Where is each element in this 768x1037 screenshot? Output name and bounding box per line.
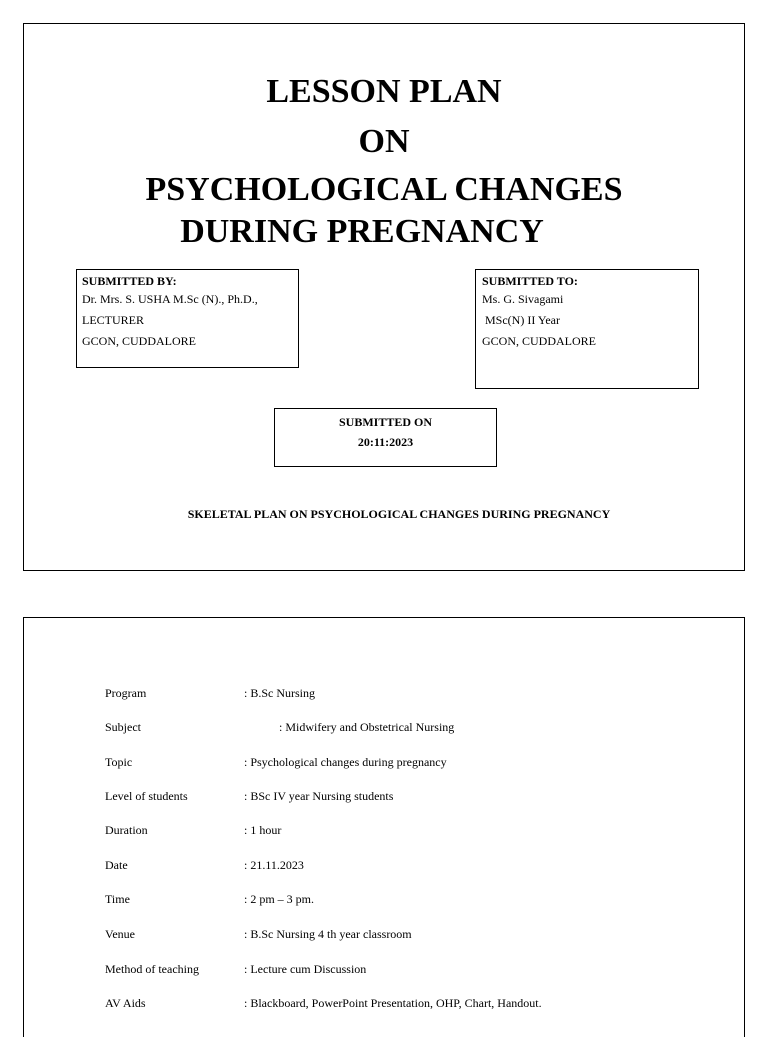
detail-row-duration — [105, 821, 705, 839]
detail-label: Level of students — [105, 789, 188, 803]
detail-label: Time — [105, 892, 130, 906]
title-line-4: DURING PREGNANCY — [180, 213, 544, 250]
submitted-to-box — [475, 269, 699, 389]
detail-value: : Psychological changes during pregnancy — [244, 755, 447, 769]
submitted-by-institution: GCON, CUDDALORE — [82, 334, 196, 348]
detail-value: : 21.11.2023 — [244, 858, 304, 872]
detail-label: Date — [105, 858, 128, 872]
detail-label: Duration — [105, 823, 148, 837]
detail-row-program — [105, 684, 705, 702]
details-page — [23, 617, 745, 1037]
detail-row-subject — [105, 718, 705, 736]
submitted-by-designation: LECTURER — [82, 313, 144, 327]
detail-row-time — [105, 890, 705, 908]
submitted-to-class: MSc(N) II Year — [482, 313, 560, 327]
submitted-by-heading: SUBMITTED BY: — [82, 274, 177, 288]
detail-value: : Blackboard, PowerPoint Presentation, OHP, Chart, Handout. — [244, 996, 542, 1010]
detail-value: : B.Sc Nursing — [244, 686, 316, 700]
title-line-2: ON — [358, 123, 410, 160]
submitted-on-box — [274, 408, 497, 467]
submitted-to-institution: GCON, CUDDALORE — [482, 334, 596, 348]
detail-label: Program — [105, 686, 147, 700]
detail-label: Method of teaching — [105, 962, 199, 976]
detail-row-av-aids — [105, 994, 705, 1012]
title-line-1: LESSON PLAN — [266, 73, 502, 110]
detail-label: Venue — [105, 927, 135, 941]
title-line-3: PSYCHOLOGICAL CHANGES — [145, 171, 623, 208]
submitted-on-date: 20:11:2023 — [357, 435, 414, 449]
detail-value: : Midwifery and Obstetrical Nursing — [279, 720, 455, 734]
skeletal-plan-heading: SKELETAL PLAN ON PSYCHOLOGICAL CHANGES DURING PREGNANCY — [187, 507, 611, 521]
detail-row-level — [105, 787, 705, 805]
detail-label: Subject — [105, 720, 141, 734]
detail-row-topic — [105, 753, 705, 771]
detail-row-venue — [105, 925, 705, 943]
detail-value: : Lecture cum Discussion — [244, 962, 367, 976]
detail-row-method — [105, 960, 705, 978]
submitted-by-name: Dr. Mrs. S. USHA M.Sc (N)., Ph.D., — [82, 292, 258, 306]
submitted-on-heading: SUBMITTED ON — [338, 415, 433, 429]
submitted-to-heading: SUBMITTED TO: — [482, 274, 578, 288]
submitted-to-name: Ms. G. Sivagami — [482, 292, 564, 306]
detail-value: : BSc IV year Nursing students — [244, 789, 394, 803]
cover-page — [23, 23, 745, 571]
detail-value: : 1 hour — [244, 823, 282, 837]
detail-row-date — [105, 856, 705, 874]
detail-label: AV Aids — [105, 996, 146, 1010]
submitted-by-box — [76, 269, 299, 368]
detail-value: : B.Sc Nursing 4 th year classroom — [244, 927, 412, 941]
detail-value: : 2 pm – 3 pm. — [244, 892, 315, 906]
detail-label: Topic — [105, 755, 133, 769]
